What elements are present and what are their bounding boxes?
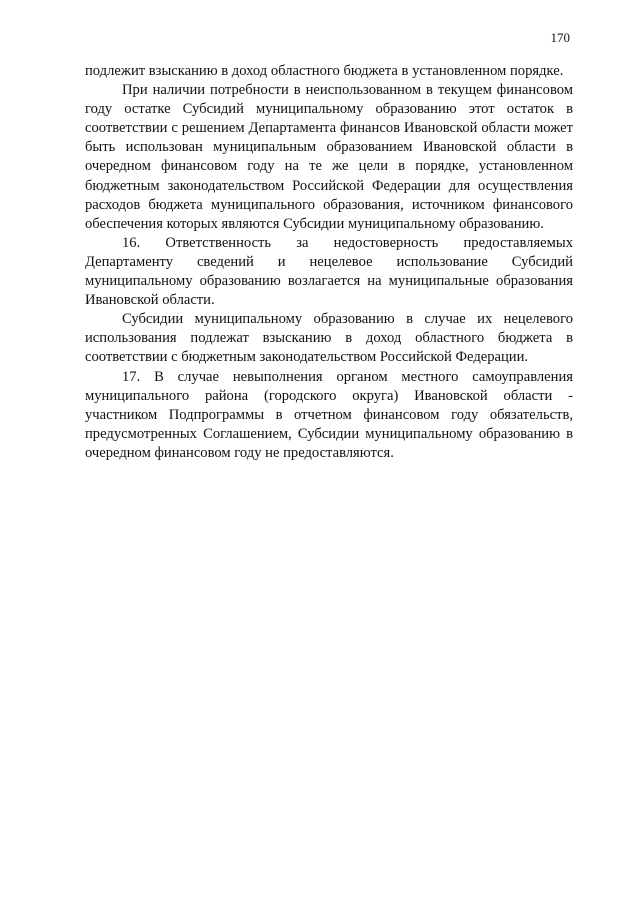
paragraph-item-16: 16. Ответственность за недостоверность предоставляемых Департаменту сведений и нецелевое использование Субсидий муниципальному образованию возлагается на муниципальные образования Ивановской области. (85, 234, 573, 309)
document-body (85, 62, 573, 463)
paragraph-unused-balance: При наличии потребности в неиспользованном в текущем финансовом году остатке Субсидий муниципальному образованию этот остаток в соответствии с решением Департамента финансов Ивановской области может быть использован муниципальным образованием Ивановской области в очередном финансовом году на те же цели в порядке, установленном бюджетным законодательством Российской Федерации для осуществления расходов бюджета муниципального образования, источником финансового обеспечения которых являются Субсидии муниципальному образованию. (85, 82, 573, 232)
paragraph-misuse-recovery: Субсидии муниципальному образованию в случае их нецелевого использования подлежат взысканию в доход областного бюджета в соответствии с бюджетным законодательством Российской Федерации. (85, 311, 573, 366)
page-number: 170 (550, 30, 570, 45)
paragraph-continuation: подлежит взысканию в доход областного бюджета в установленном порядке. (85, 63, 564, 79)
paragraph-item-17: 17. В случае невыполнения органом местного самоуправления муниципального района (городского округа) Ивановской области - участником Подпрограммы в отчетном финансовом году обязательств, предусмотренных Соглашением, Субсидии муниципальному образованию в очередном финансовом году не предоставляются. (85, 368, 573, 461)
